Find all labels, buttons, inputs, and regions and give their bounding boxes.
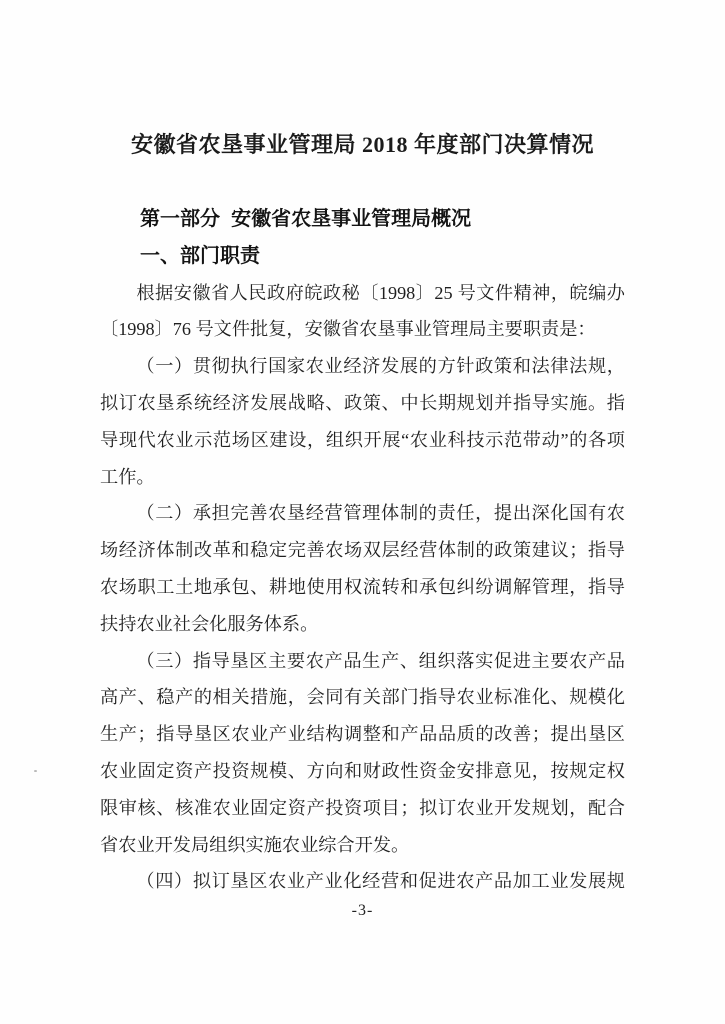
document-body — [100, 201, 625, 900]
text-line: （二）承担完善农垦经营管理体制的责任，提出深化国有农 — [136, 503, 625, 524]
text-line: 农业固定资产投资规模、方向和财政性资金安排意见，按规定权 — [100, 760, 625, 781]
text-line: 农场职工土地承包、耕地使用权流转和承包纠纷调解管理，指导 — [100, 576, 625, 597]
text-line: 扶持农业社会化服务体系。 — [100, 613, 319, 634]
text-line: 省农业开发局组织实施农业综合开发。 — [100, 834, 410, 855]
text-line: 根据安徽省人民政府皖政秘〔1998〕25 号文件精神，皖编办 — [136, 282, 625, 303]
text-line: 高产、稳产的相关措施，会同有关部门指导农业标准化、规模化 — [100, 687, 625, 708]
document-title: 安徽省农垦事业管理局 2018 年度部门决算情况 — [130, 132, 594, 157]
section-heading: 一、部门职责 — [140, 244, 260, 267]
paragraph-duty-2 — [100, 495, 625, 642]
text-line: 生产；指导垦区农业产业结构调整和产品品质的改善；提出垦区 — [100, 724, 625, 745]
scan-artifact — [34, 770, 37, 772]
text-line: （四）拟订垦区农业产业化经营和促进农产品加工业发展规 — [136, 871, 625, 892]
text-line: 拟订农垦系统经济发展战略、政策、中长期规划并指导实施。指 — [100, 392, 625, 413]
paragraph-duty-1 — [100, 348, 625, 495]
text-line: 场经济体制改革和稳定完善农场双层经营体制的政策建议；指导 — [100, 540, 625, 561]
text-line: （三）指导垦区主要农产品生产、组织落实促进主要农产品 — [136, 650, 625, 671]
text-line: 工作。 — [100, 466, 155, 487]
text-line: （一）贯彻执行国家农业经济发展的方针政策和法律法规， — [136, 356, 625, 377]
page-number: -3- — [351, 902, 374, 919]
paragraph-intro — [100, 275, 625, 349]
text-line: 〔1998〕76 号文件批复，安徽省农垦事业管理局主要职责是： — [100, 319, 596, 340]
paragraph-duty-4 — [100, 863, 625, 900]
text-line: 限审核、核准农业固定资产投资项目；拟订农业开发规划，配合 — [100, 797, 625, 818]
part-heading: 第一部分 安徽省农垦事业管理局概况 — [140, 208, 472, 230]
paragraph-duty-3 — [100, 643, 625, 864]
text-line: 导现代农业示范场区建设，组织开展“农业科技示范带动”的各项 — [100, 429, 625, 450]
